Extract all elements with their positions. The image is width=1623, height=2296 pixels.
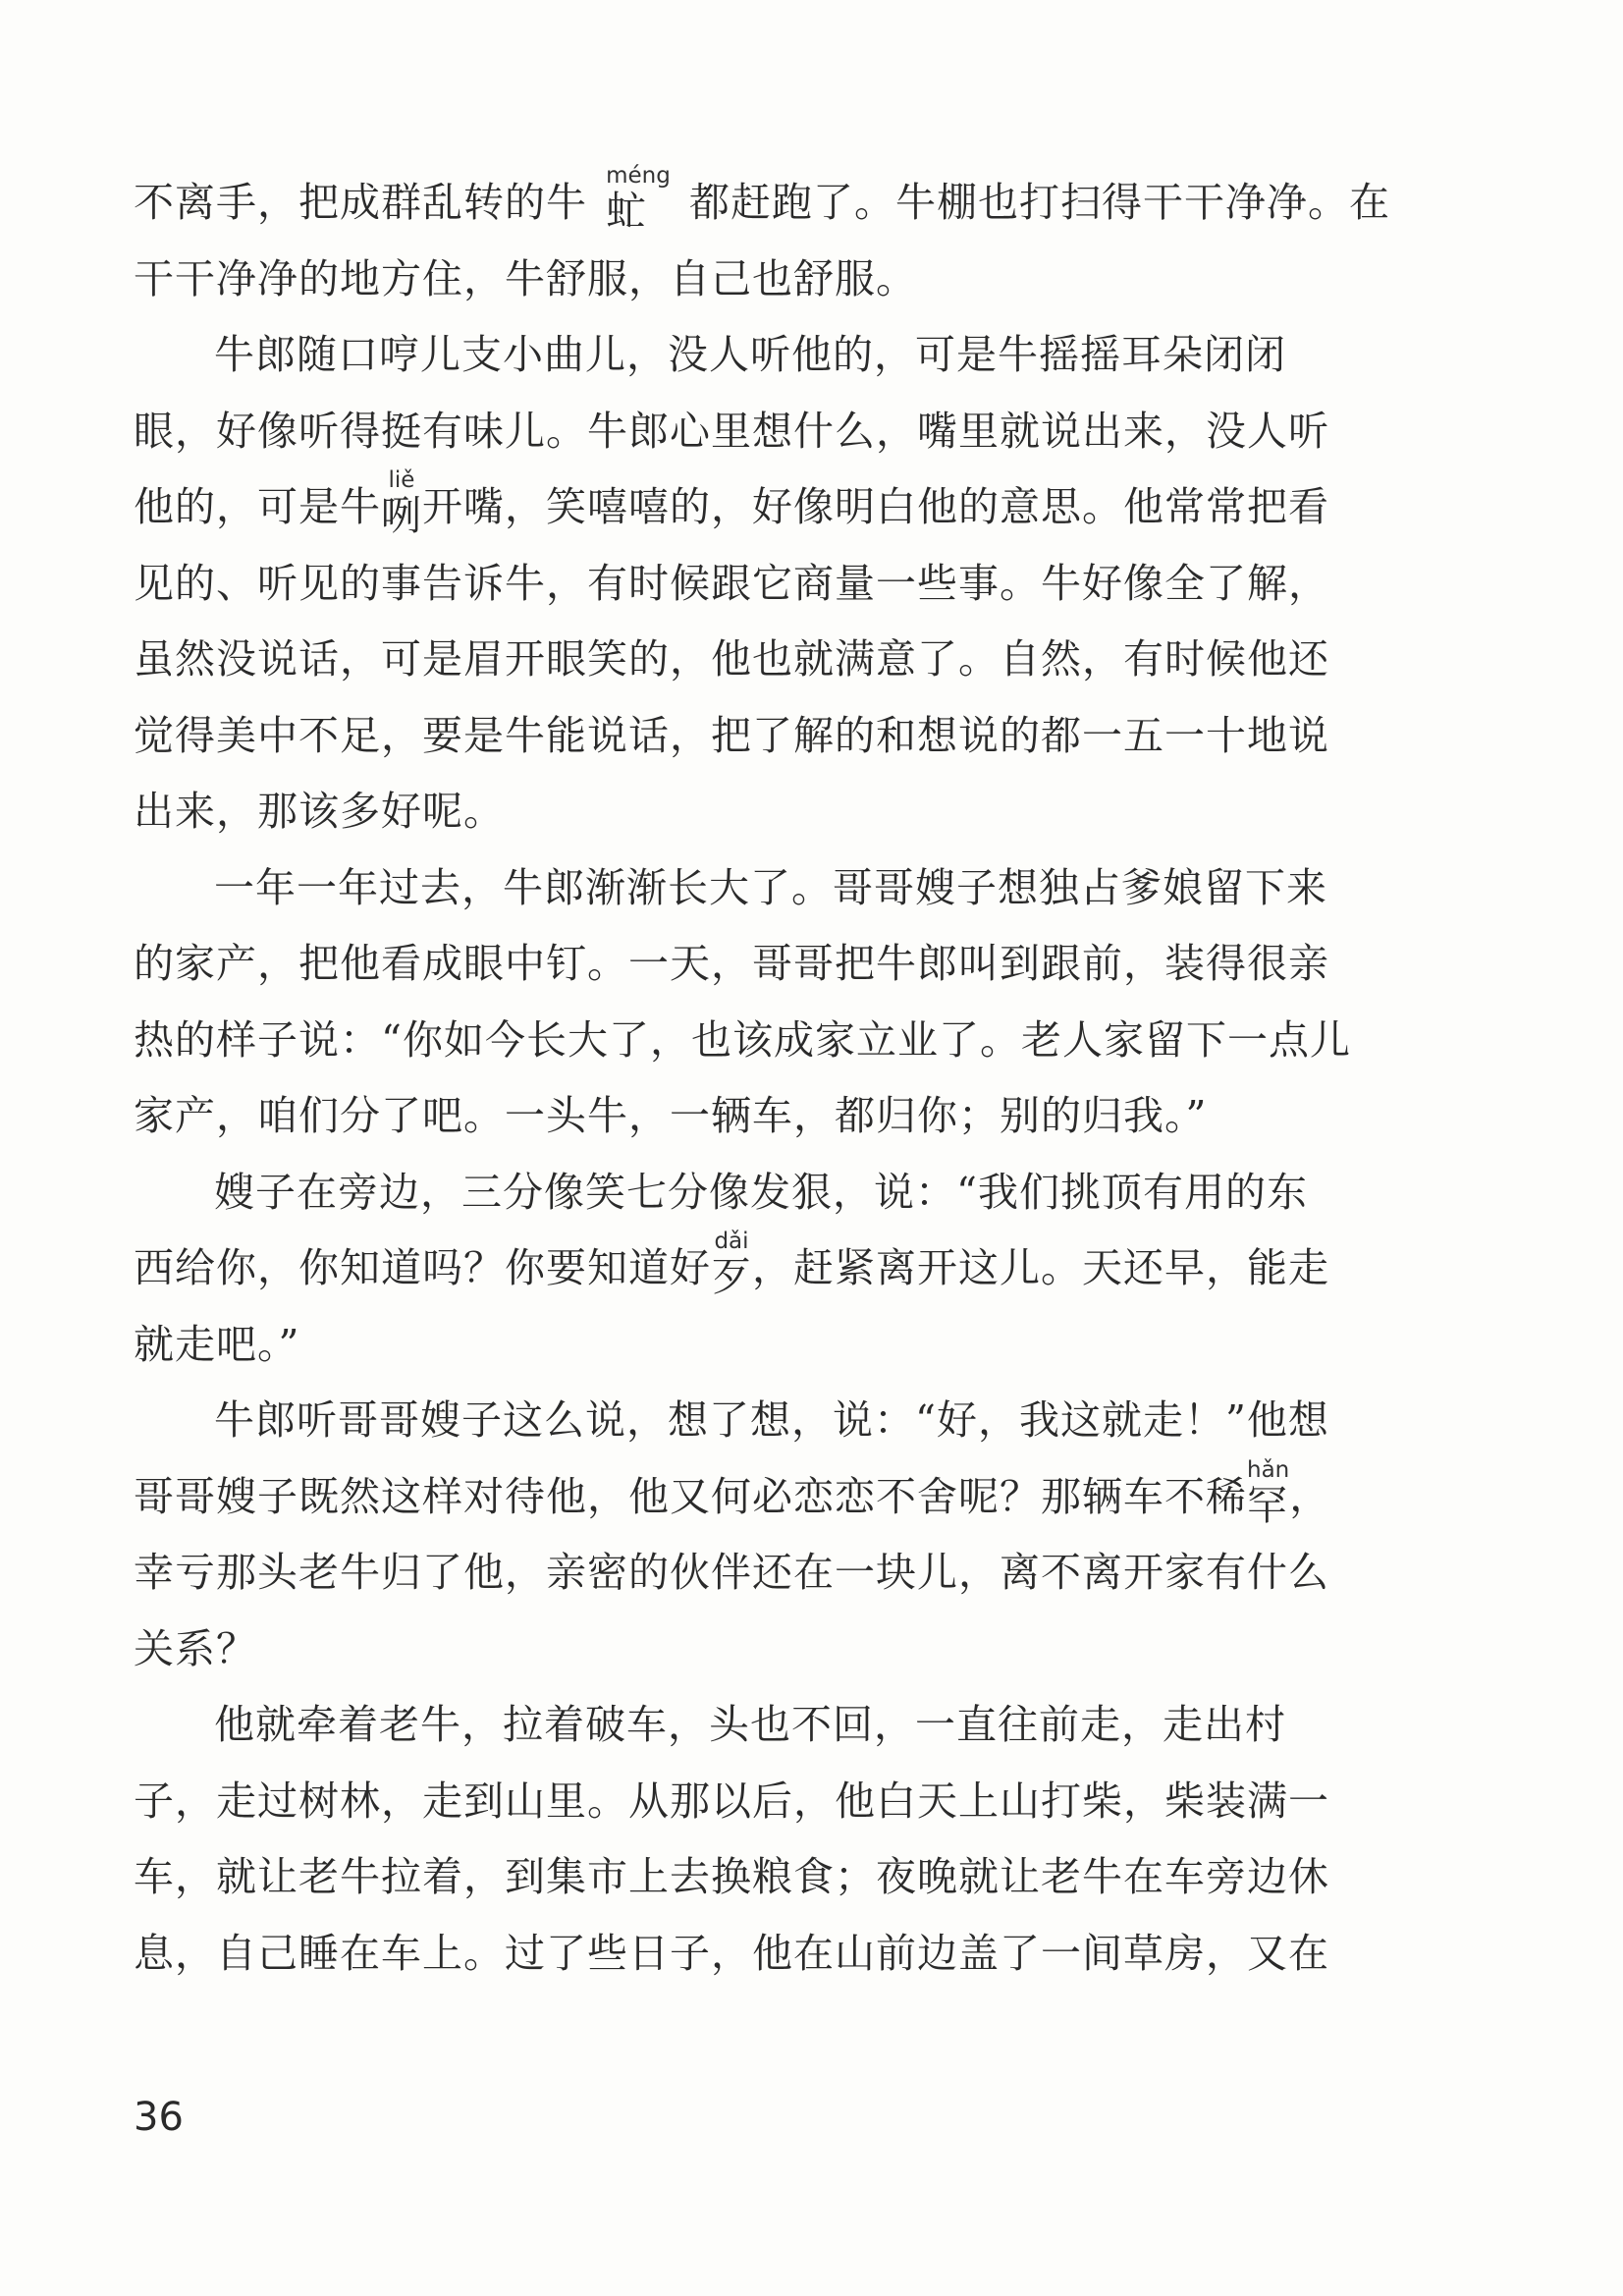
- text-segment: 一年一年过去，牛郎渐渐长大了。哥哥嫂子想独占爹娘留下来: [214, 863, 1327, 911]
- text-segment: 开嘴，笑嘻嘻的，好像明白他的意思。他常常把看: [422, 483, 1329, 530]
- annotated-character: 罕: [1247, 1481, 1290, 1529]
- pinyin: méng: [606, 163, 671, 189]
- text-line-6: [134, 546, 1390, 623]
- text-segment: 牛郎随口哼儿支小曲儿，没人听他的，可是牛摇摇耳朵闭闭: [214, 331, 1286, 378]
- text-segment: 虽然没说话，可是眉开眼笑的，他也就满意了。自然，有时候他还: [134, 635, 1329, 683]
- pinyin-annotation: [1247, 1456, 1290, 1536]
- pinyin: hǎn: [1247, 1456, 1290, 1483]
- text-line-8: [134, 698, 1390, 775]
- text-segment: 哥哥嫂子既然这样对待他，他又何必恋恋不舍呢？那辆车不稀: [134, 1472, 1247, 1520]
- text-line-24: [134, 1916, 1390, 1993]
- text-segment: 牛郎听哥哥嫂子这么说，想了想，说：“好，我这就走！”他想: [214, 1396, 1329, 1444]
- text-line-22: [134, 1764, 1390, 1840]
- text-segment: 就走吧。”: [134, 1320, 300, 1368]
- text-segment: 觉得美中不足，要是牛能说话，把了解的和想说的都一五一十地说: [134, 711, 1329, 759]
- text-line-21: [134, 1687, 1390, 1764]
- text-segment: 热的样子说：“你如今长大了，也该成家立业了。老人家留下一点儿: [134, 1015, 1351, 1064]
- text-segment: 见的、听见的事告诉牛，有时候跟它商量一些事。牛好像全了解，: [134, 559, 1329, 607]
- text-segment: 干干净净的地方住，牛舒服，自己也舒服。: [134, 254, 917, 302]
- pinyin: liě: [381, 467, 422, 493]
- story-text: [134, 165, 1390, 1992]
- text-segment: 幸亏那头老牛归了他，亲密的伙伴还在一块儿，离不离开家有什么: [134, 1549, 1329, 1596]
- text-segment: 的家产，把他看成眼中钉。一天，哥哥把牛郎叫到跟前，装得很亲: [134, 940, 1329, 987]
- text-segment: 眼，好像听得挺有味儿。牛郎心里想什么，嘴里就说出来，没人听: [134, 407, 1329, 455]
- pinyin-annotation: [381, 469, 422, 546]
- text-segment: 他的，可是牛: [134, 483, 381, 530]
- text-segment: ，: [1289, 1472, 1331, 1520]
- text-line-19: [134, 1535, 1390, 1612]
- text-line-14: [134, 1155, 1390, 1231]
- text-line-11: [134, 926, 1390, 1003]
- text-line-15: [134, 1230, 1390, 1307]
- annotated-character: 虻: [606, 188, 671, 235]
- annotated-character: 歹: [711, 1253, 752, 1300]
- text-line-2: [134, 242, 1390, 318]
- text-line-18: [134, 1456, 1390, 1536]
- text-segment: 出来，那该多好呢。: [134, 788, 505, 835]
- text-line-16: [134, 1307, 1390, 1384]
- text-line-5: [134, 469, 1390, 546]
- text-segment: 西给你，你知道吗？你要知道好: [134, 1244, 711, 1291]
- text-line-9: [134, 774, 1390, 850]
- text-line-10: [134, 850, 1390, 927]
- text-segment: 息，自己睡在车上。过了些日子，他在山前边盖了一间草房，又在: [134, 1929, 1329, 1977]
- text-segment: 子，走过树林，走到山里。从那以后，他白天上山打柴，柴装满一: [134, 1777, 1329, 1825]
- text-line-12: [134, 1003, 1390, 1079]
- page-number: 36: [134, 2095, 184, 2140]
- text-line-23: [134, 1839, 1390, 1916]
- pinyin-annotation: [606, 165, 671, 242]
- text-segment: 嫂子在旁边，三分像笑七分像发狠，说：“我们挑顶有用的东: [214, 1168, 1308, 1216]
- pinyin-annotation: [711, 1230, 752, 1307]
- text-segment: ，赶紧离开这儿。天还早，能走: [752, 1244, 1329, 1291]
- text-line-20: [134, 1612, 1390, 1688]
- text-line-17: [134, 1383, 1390, 1459]
- text-line-3: [134, 317, 1390, 394]
- pinyin: dǎi: [711, 1229, 752, 1254]
- text-segment: 不离手，把成群乱转的牛: [134, 179, 587, 226]
- text-line-7: [134, 622, 1390, 698]
- text-segment: 关系？: [134, 1624, 257, 1672]
- text-line-1: [134, 165, 1390, 242]
- text-segment: 都赶跑了。牛棚也打扫得干干净净。在: [688, 179, 1390, 226]
- text-line-13: [134, 1078, 1390, 1155]
- annotated-character: 咧: [381, 492, 422, 539]
- text-segment: 车，就让老牛拉着，到集市上去换粮食；夜晚就让老牛在车旁边休: [134, 1853, 1329, 1900]
- text-segment: 家产，咱们分了吧。一头牛，一辆车，都归你；别的归我。”: [134, 1092, 1208, 1139]
- text-line-4: [134, 394, 1390, 470]
- text-segment: 他就牵着老牛，拉着破车，头也不回，一直往前走，走出村: [214, 1701, 1286, 1748]
